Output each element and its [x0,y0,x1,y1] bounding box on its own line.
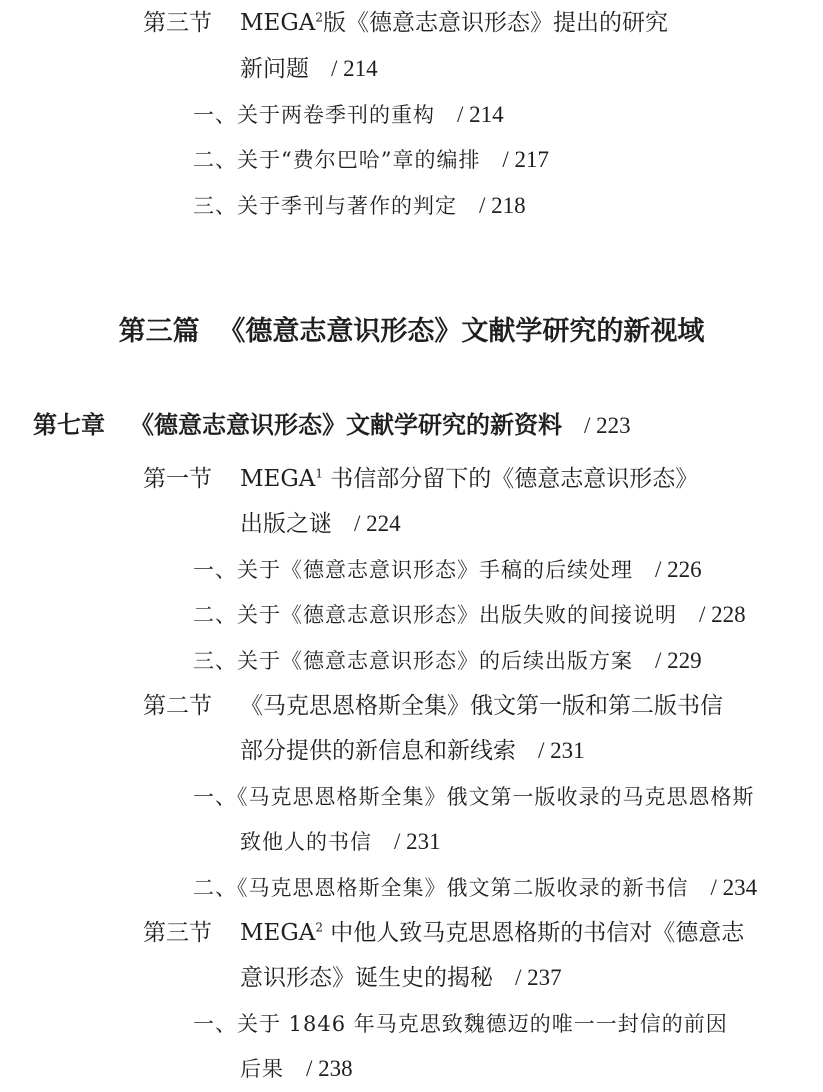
section-mega-sup: 2 [315,10,323,25]
section-mega: MEGA [240,466,316,492]
page-number: / 214 [330,56,378,81]
toc-item-title: 一、关于《德意志意识形态》手稿的后续处理 [193,558,633,582]
page-number: / 214 [456,102,504,127]
section-title: 中他人致马克思恩格斯的书信对《德意志 [330,920,745,946]
section-mega-sup: 2 [315,920,323,935]
toc-item [193,145,549,175]
toc-item-title: 二、《马克思恩格斯全集》俄文第二版收录的新书信 [193,876,689,900]
section-title-cont: 部分提供的新信息和新线索 [240,738,516,764]
section-heading [143,691,723,721]
toc-item-cont [240,1054,353,1084]
page-number: / 228 [698,602,746,627]
section-label: 第一节 [143,466,212,492]
section-label: 第二节 [143,693,212,719]
page-number: / 224 [353,511,401,536]
section-title-cont: 意识形态》诞生史的揭秘 [240,965,493,991]
chapter-title: 《德意志意识形态》文献学研究的新资料 [130,411,562,439]
toc-item-title-cont: 后果 [240,1057,284,1081]
toc-item [193,600,746,630]
section-mega: MEGA [240,920,316,946]
part-heading [0,314,823,350]
page-number: / 226 [654,557,702,582]
section-mega: MEGA [240,10,316,36]
page-number: / 234 [710,875,758,900]
section-heading-cont [240,963,562,993]
page-number: / 231 [393,829,441,854]
page-number: / 217 [502,147,550,172]
chapter-heading [33,410,631,441]
section-title: 版《德意志意识形态》提出的研究 [322,10,668,36]
page-number: / 229 [654,648,702,673]
page-number: / 231 [537,738,585,763]
chapter-label: 第七章 [33,411,105,439]
page-number: / 218 [478,193,526,218]
page-number: / 223 [583,413,631,438]
toc-item [193,646,702,676]
section-title-cont: 出版之谜 [240,511,332,537]
toc-item-title-cont: 致他人的书信 [240,830,372,854]
section-title: 《马克思恩格斯全集》俄文第一版和第二版书信 [240,693,723,719]
toc-item [193,1009,728,1039]
toc-item-title: 二、关于《德意志意识形态》出版失败的间接说明 [193,603,677,627]
toc-item-title: 三、关于《德意志意识形态》的后续出版方案 [193,649,633,673]
toc-item [193,555,702,585]
section-label: 第三节 [143,920,212,946]
part-title: 《德意志意识形态》文献学研究的新视域 [218,316,705,347]
section-heading [143,8,668,38]
section-title: 书信部分留下的《德意志意识形态》 [330,466,699,492]
part-label: 第三篇 [118,316,200,347]
section-heading [143,918,744,948]
page-number: / 238 [305,1056,353,1081]
section-title-cont: 新问题 [240,56,309,82]
section-label: 第三节 [143,10,212,36]
section-heading-cont [240,509,401,539]
section-heading [143,464,698,494]
toc-item-title: 一、《马克思恩格斯全集》俄文第一版收录的马克思恩格斯 [193,785,755,809]
section-mega-sup: 1 [315,466,323,481]
toc-item [193,873,757,903]
toc-item-title: 二、关于“费尔巴哈”章的编排 [193,148,481,172]
page-number: / 237 [514,965,562,990]
section-heading-cont [240,54,378,84]
section-heading-cont [240,736,585,766]
toc-item [193,191,526,221]
toc-item-title: 一、关于两卷季刊的重构 [193,103,435,127]
toc-item [193,782,755,812]
toc-item-title: 三、关于季刊与著作的判定 [193,194,457,218]
toc-item [193,100,504,130]
toc-item-cont [240,827,441,857]
toc-item-title: 一、关于 1846 年马克思致魏德迈的唯一一封信的前因 [193,1012,728,1036]
